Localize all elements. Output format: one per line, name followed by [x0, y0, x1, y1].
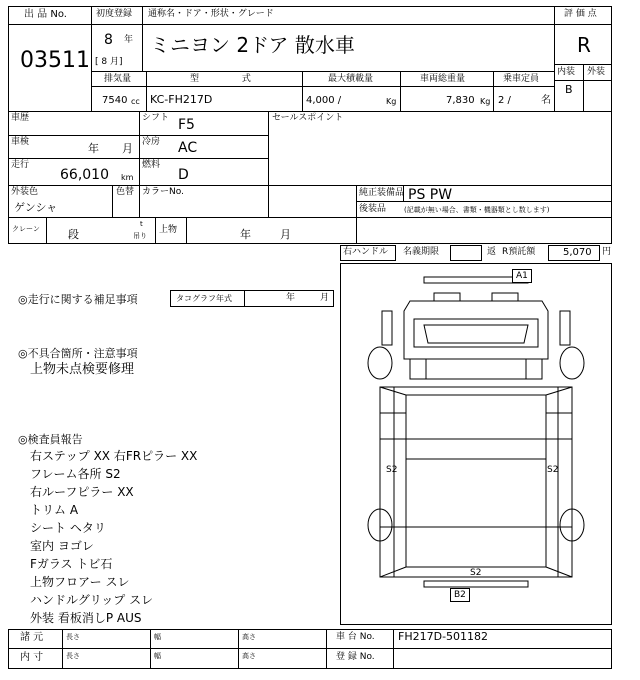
exterior-color-value: ゲンシャ — [14, 201, 58, 214]
inspector-line: 上物フロアー スレ — [30, 575, 130, 589]
model-label: 型 式 — [190, 74, 271, 84]
inner-width-label: 幅 — [154, 652, 161, 660]
exterior-color-label: 外装色 — [11, 187, 39, 197]
overall-grade: R — [577, 33, 591, 57]
capacity-label: 最大積載量 — [328, 74, 374, 84]
inspector-line: シート ヘタリ — [30, 521, 106, 535]
seats-unit: 名 — [541, 95, 551, 106]
recycle-label: R預託額 — [502, 247, 536, 257]
gross-weight-label: 車両総重量 — [420, 74, 466, 84]
inspector-line: トリム A — [30, 503, 79, 517]
gross-weight-value: 7,830 — [446, 95, 475, 106]
registration-label: 名義期限 — [403, 247, 440, 257]
damage-mark-left-s2: S2 — [386, 465, 398, 475]
recycle-unit: 円 — [602, 247, 612, 257]
displacement-label: 排気量 — [104, 74, 132, 84]
inspector-line: 右ルーフピラー XX — [30, 485, 134, 499]
upper-label: 上物 — [159, 225, 178, 235]
fuel-label: 燃料 — [142, 160, 161, 170]
sales-point-label: セールスポイント — [272, 113, 344, 123]
aftermarket-label: 後装品 — [359, 204, 387, 214]
model-code: KC-FH217D — [150, 93, 213, 106]
shift-label: シフト — [142, 113, 170, 123]
inspector-line: Fガラス トビ石 — [30, 557, 113, 571]
footer-grid — [8, 629, 612, 669]
inspector-line: 室内 ヨゴレ — [30, 539, 94, 553]
spec-height-label: 高さ — [242, 633, 256, 641]
inner-height-label: 高さ — [242, 652, 256, 660]
color-change-label: 色替 — [116, 187, 135, 197]
seats-value: 2 / — [498, 95, 511, 106]
inner-length-label: 長さ — [66, 652, 80, 660]
first-reg-month: [ 8 月] — [95, 57, 123, 67]
displacement-value: 7540 — [102, 95, 128, 106]
defect-line: 上物未点検要修理 — [30, 362, 135, 377]
vehicle-name: ミニヨン 2ドア 散水車 — [150, 33, 355, 57]
inspection-year-unit: 年 — [88, 142, 99, 155]
tacho-year-unit: 年 — [286, 293, 296, 303]
history-label: 車歴 — [11, 113, 30, 123]
first-reg-year-unit: 年 — [124, 35, 134, 45]
exterior-label: 外装 — [587, 67, 606, 77]
inspector-line: 外装 看板消しP AUS — [30, 611, 142, 625]
lot-label: 出 品 No. — [24, 9, 67, 20]
inspection-month-unit: 月 — [122, 142, 133, 155]
inspection-label: 車検 — [11, 137, 30, 147]
gross-weight-unit: Kg — [480, 97, 491, 106]
registration-no-label: 登 録 No. — [336, 652, 375, 662]
lot-number: 03511 — [20, 48, 90, 73]
vehicle-name-label: 通称名・ドア・形状・グレード — [148, 9, 274, 19]
aircon-label: 冷房 — [142, 137, 161, 147]
tacho-month-unit: 月 — [320, 293, 330, 303]
seats-label: 乗車定員 — [503, 74, 540, 84]
inspector-line: 右ステップ XX 右FRピラー XX — [30, 449, 198, 463]
mileage-label: 走行 — [11, 160, 30, 170]
aftermarket-note: (記載が無い場合、書類・機器類とし数します) — [404, 206, 550, 214]
inspector-line: ハンドルグリップ スレ — [30, 593, 154, 607]
damage-mark-a1-label: A1 — [516, 271, 528, 281]
fuel-value: D — [178, 167, 189, 183]
first-reg-label: 初度登録 — [96, 9, 133, 19]
registration-box — [450, 245, 482, 261]
crane-stage-unit: 段 — [68, 228, 79, 241]
inspector-title: ◎検査員報告 — [18, 433, 83, 446]
capacity-unit: Kg — [386, 97, 397, 106]
recycle-amount: 5,070 — [563, 247, 592, 258]
crane-lift-unit: 吊り — [133, 232, 147, 240]
damage-mark-b2-label: B2 — [454, 590, 466, 600]
capacity-value: 4,000 / — [306, 95, 342, 106]
shift-value: F5 — [178, 117, 195, 133]
interior-label: 内装 — [557, 67, 576, 77]
steering-value: 右ハンドル — [343, 247, 389, 257]
specs-row-label: 諸 元 — [20, 632, 44, 643]
tacho-label: タコグラフ年式 — [176, 294, 232, 303]
grade-label: 評 価 点 — [564, 9, 597, 19]
chassis-label: 車 台 No. — [336, 632, 375, 642]
aircon-value: AC — [178, 140, 198, 156]
standard-equip-value: PS PW — [408, 187, 453, 203]
first-reg-year: 8 — [104, 32, 113, 48]
odometer-prefix: 返 — [487, 247, 497, 257]
inner-dims-row-label: 内 寸 — [20, 652, 44, 663]
damage-mark-rear-s2: S2 — [470, 568, 482, 578]
supplement-title: ◎走行に関する補足事項 — [18, 293, 138, 306]
defects-title: ◎不具合箇所・注意事項 — [18, 347, 138, 360]
upper-year-unit: 年 — [240, 228, 251, 241]
spec-length-label: 長さ — [66, 633, 80, 641]
spec-width-label: 幅 — [154, 633, 161, 641]
chassis-number: FH217D-501182 — [398, 630, 489, 643]
crane-label: クレーン — [12, 225, 40, 233]
standard-equip-label: 純正装備品 — [359, 188, 405, 198]
inspector-line: フレーム各所 S2 — [30, 467, 121, 481]
color-no-label: カラーNo. — [142, 187, 184, 197]
mileage-unit: km — [121, 173, 134, 182]
upper-month-unit: 月 — [280, 228, 291, 241]
crane-ton: t — [140, 220, 143, 228]
damage-mark-right-s2: S2 — [547, 465, 559, 475]
interior-grade: B — [565, 83, 573, 96]
displacement-unit: cc — [131, 97, 140, 106]
mileage-value: 66,010 — [60, 167, 109, 183]
